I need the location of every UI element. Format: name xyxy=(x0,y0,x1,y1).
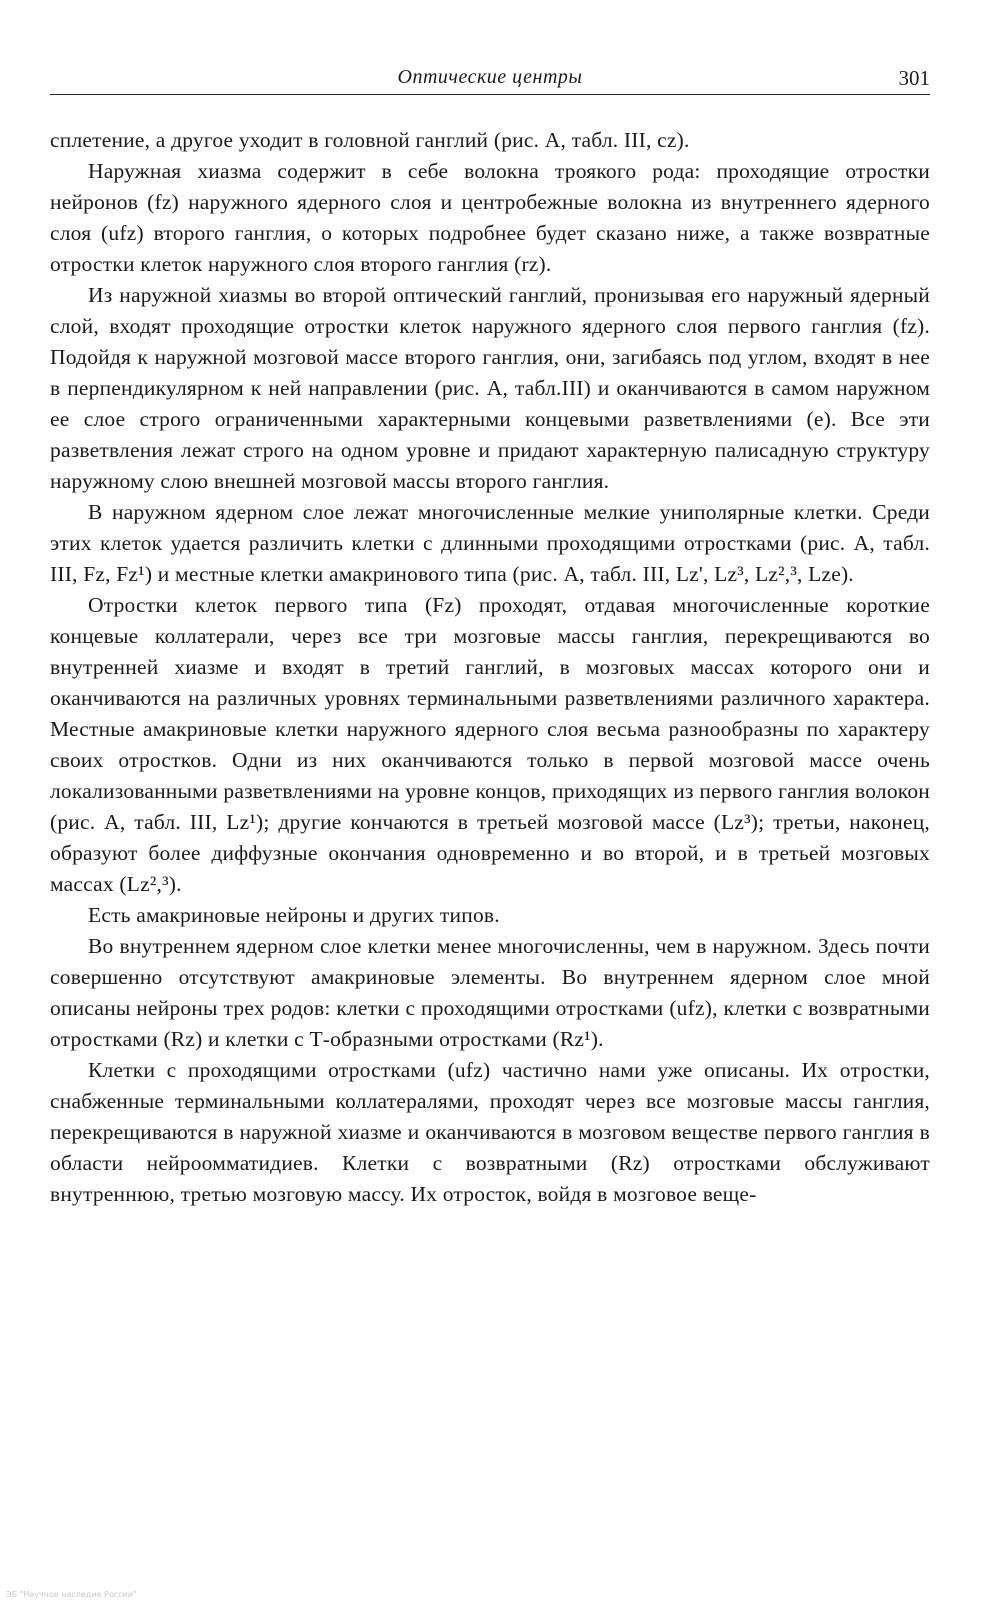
body-text xyxy=(50,125,930,1210)
paragraph: Из наружной хиазмы во второй оптический ганглий, пронизывая его наружный ядерный слой, входят проходящие отростки клеток наружного ядерного слоя первого ганглия (fz). Подойдя к наружной мозговой массе второго ганглия, они, загибаясь под углом, входят в нее в перпендикулярном к ней направлении (рис. A, табл.III) и оканчиваются в самом наружном ее слое строго ограниченными характерными концевыми разветвлениями (e). Все эти разветвления лежат строго на одном уровне и придают характерную палисадную структуру наружному слою внешней мозговой массы второго ганглия. xyxy=(50,283,930,493)
paragraph: Отростки клеток первого типа (Fz) проходят, отдавая многочисленные короткие концевые коллатерали, через все три мозговые массы ганглия, перекрещиваются во внутренней хиазме и входят в третий ганглий, в мозговых массах которого они и оканчиваются на различных уровнях терминальными разветвлениями различного характера. Местные амакриновые клетки наружного ядерного слоя весьма разнообразны по характеру своих отростков. Одни из них оканчиваются только в первой мозговой массе очень локализованными разветвлениями на уровне концов, приходящих из первого ганглия волокон (рис. A, табл. III, Lz¹); другие кончаются в третьей мозговой массе (Lz³); третьи, наконец, образуют более диффузные окончания одновременно и во второй, и в третьей мозговых массах (Lz²,³). xyxy=(50,593,930,896)
paragraph: сплетение, а другое уходит в головной ганглий (рис. A, табл. III, cz). xyxy=(50,128,690,152)
page-number: 301 xyxy=(898,66,930,90)
paragraph: В наружном ядерном слое лежат многочисленные мелкие униполярные клетки. Среди этих клеток удается различить клетки с длинными проходящими отростками (рис. A, табл. III, Fz, Fz¹) и местные клетки амакринового типа (рис. A, табл. III, Lz', Lz³, Lz²,³, Lze). xyxy=(50,500,930,586)
paragraph: Есть амакриновые нейроны и других типов. xyxy=(88,903,500,927)
paragraph: Клетки с проходящими отростками (ufz) частично нами уже описаны. Их отростки, снабженные терминальными коллатералями, проходят через все мозговые массы ганглия, перекрещиваются в наружной хиазме и оканчиваются в мозговом веществе первого ганглия в области нейроомматидиев. Клетки с возвратными (Rz) отростками обслуживают внутреннюю, третью мозговую массу. Их отросток, войдя в мозговое веще- xyxy=(50,1058,930,1206)
library-watermark: ЭБ "Научное наследие России" xyxy=(6,1590,137,1599)
paragraph: Во внутреннем ядерном слое клетки менее многочисленны, чем в наружном. Здесь почти совершенно отсутствуют амакриновые элементы. Во внутреннем ядерном слое мной описаны нейроны трех родов: клетки с проходящими отростками (ufz), клетки с возвратными отростками (Rz) и клетки с Т-образными отростками (Rz¹). xyxy=(50,934,930,1051)
paragraph: Наружная хиазма содержит в себе волокна троякого рода: проходящие отростки нейронов (fz) наружного ядерного слоя и центробежные волокна из внутреннего ядерного слоя (ufz) второго ганглия, о которых подробнее будет сказано ниже, а также возвратные отростки клеток наружного слоя второго ганглия (rz). xyxy=(50,159,930,276)
book-page xyxy=(50,60,930,1210)
running-header xyxy=(50,60,930,95)
running-title: Оптические центры xyxy=(397,66,583,88)
